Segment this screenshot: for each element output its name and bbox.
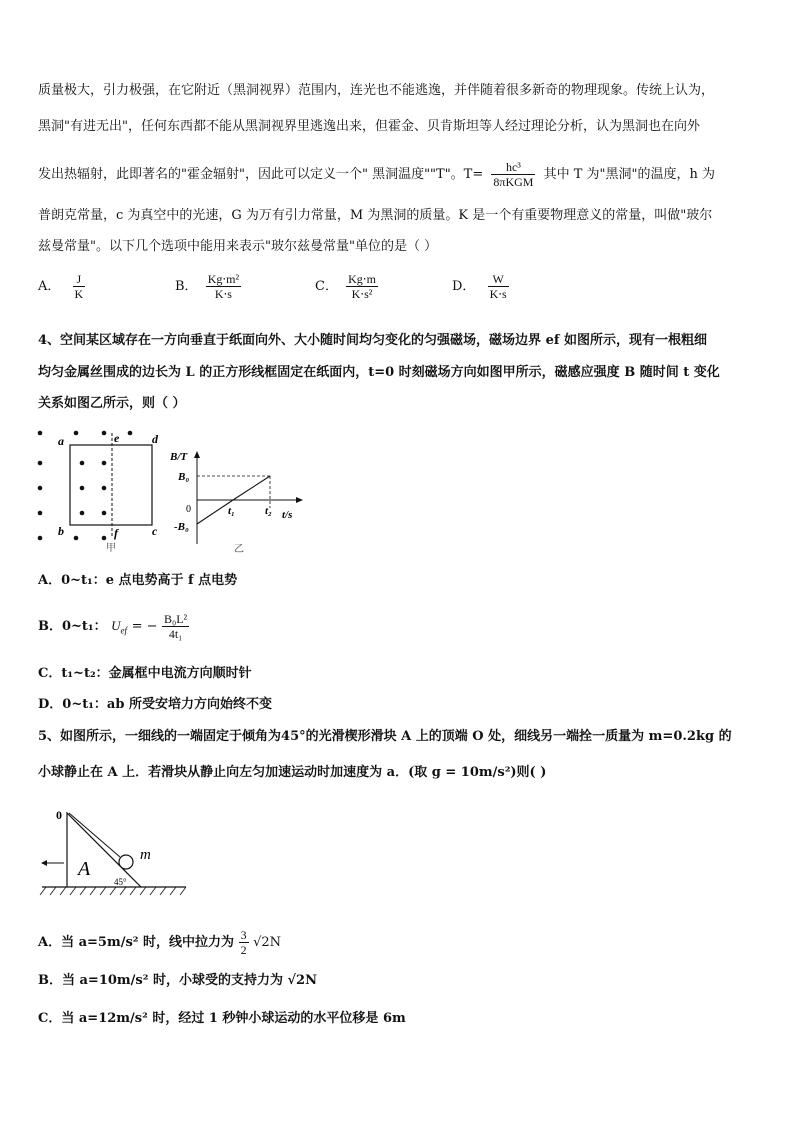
q4-option-b <box>38 608 189 649</box>
option-fraction <box>346 272 378 301</box>
label-d: d <box>152 432 158 446</box>
q5-line-1: 5、如图所示，一细线的一端固定于倾角为45°的光滑楔形滑块 A 上的顶端 O 处，细线另一端拴一质量为 m=0.2kg 的 <box>38 729 732 744</box>
u-subscript: ef <box>120 625 128 636</box>
magnetic-field-dots <box>38 431 133 541</box>
q3-line-3 <box>38 160 715 189</box>
label-f: f <box>114 526 118 540</box>
q3-option-d <box>452 272 509 301</box>
ground-hatch <box>40 887 186 895</box>
label-o: 0 <box>56 808 62 822</box>
numerator: B₀L² <box>164 612 188 626</box>
label-e: e <box>114 431 120 445</box>
label-b: b <box>58 524 64 538</box>
formula-denominator: 8πKGM <box>493 175 534 189</box>
ylabel: B/T <box>170 451 188 463</box>
label-a: a <box>58 434 64 448</box>
q3-line-3-start: 发出热辐射，此即著名的"霍金辐射"，因此可以定义一个" 黑洞温度""T"。T= <box>38 167 484 182</box>
label-b0: B₀ <box>178 471 190 483</box>
q5-option-a <box>38 928 281 957</box>
denominator: 2 <box>240 943 247 957</box>
q4-option-a: A．0~t₁：e 点电势高于 f 点电势 <box>38 573 238 588</box>
q3-line-4: 普朗克常量，c 为真空中的光速，G 为万有引力常量，M 为黑洞的质量。K 是一个有重要物理意义的常量，叫做"玻尔 <box>38 208 713 223</box>
acceleration-arrowhead <box>41 860 47 866</box>
label-angle: 45° <box>114 877 127 887</box>
option-label: B． <box>175 279 198 294</box>
option-fraction <box>73 272 86 301</box>
denominator: K⋅s <box>489 287 507 301</box>
black-hole-temperature-formula <box>491 160 535 189</box>
q4-line-3: 关系如图乙所示，则（ ） <box>38 396 186 411</box>
denominator: K <box>74 287 84 301</box>
caption-jia: 甲 <box>106 543 116 554</box>
option-label: D． <box>452 279 476 294</box>
label-t2: t₂ <box>265 505 272 517</box>
b-t-line-2 <box>233 476 270 500</box>
numerator: Kg⋅m² <box>207 272 240 286</box>
caption-yi: 乙 <box>234 544 244 555</box>
xlabel: t/s <box>282 509 293 521</box>
option-a-fraction <box>239 928 249 957</box>
denominator: K⋅s² <box>351 287 373 301</box>
label-neg-b0: -B₀ <box>174 521 189 533</box>
numerator: J <box>73 272 86 287</box>
figure-wedge <box>36 805 196 900</box>
y-axis-arrow <box>194 451 200 458</box>
q4-option-d: D．0~t₁：ab 所受安培力方向始终不变 <box>38 697 272 712</box>
numerator: W <box>488 272 509 287</box>
q3-option-a <box>38 272 85 301</box>
label-a-wedge: A <box>78 858 91 880</box>
figure-yi <box>170 448 310 558</box>
option-b-prefix: B．0~t₁： <box>38 619 107 634</box>
option-a-text: A．当 a=5m/s² 时，线中拉力为 <box>38 935 235 950</box>
u-symbol: U <box>111 618 121 633</box>
numerator: 3 <box>240 928 247 942</box>
q4-option-c: C．t₁~t₂：金属框中电流方向顺时针 <box>38 666 252 681</box>
label-t1: t₁ <box>228 505 235 517</box>
equals-minus: = − <box>131 619 158 634</box>
figure-jia <box>34 425 184 555</box>
denominator: K⋅s <box>214 287 232 301</box>
option-fraction <box>488 272 509 301</box>
option-label: C． <box>315 279 338 294</box>
ball <box>119 855 133 869</box>
q4-line-1: 4、空间某区域存在一方向垂直于纸面向外、大小随时间均匀变化的匀强磁场，磁场边界 ef 如图所示，现有一根粗细 <box>38 333 707 348</box>
option-a-value: √2N <box>253 935 282 950</box>
q3-line-3-end: 其中 T 为"黑洞"的温度，h 为 <box>543 167 715 182</box>
q3-line-2: 黑洞"有进无出"，任何东西都不能从黑洞视界里逃逸出来，但霍金、贝肯斯坦等人经过理论分析，认为黑洞也在向外 <box>38 119 700 134</box>
label-m: m <box>140 847 151 863</box>
formula-numerator: hc³ <box>491 160 535 175</box>
q5-option-b: B．当 a=10m/s² 时，小球受的支持力为 √2N <box>38 973 317 988</box>
q3-line-5: 兹曼常量"。以下几个选项中能用来表示"玻尔兹曼常量"单位的是（ ） <box>38 239 438 254</box>
numerator: Kg⋅m <box>348 272 376 286</box>
label-c: c <box>152 524 158 538</box>
q3-line-1: 质量极大，引力极强，在它附近（黑洞视界）范围内，连光也不能逃逸，并伴随着很多新奇的物理现象。传统上认为， <box>38 83 715 98</box>
x-axis-arrow <box>296 497 303 503</box>
option-label: A． <box>38 279 61 294</box>
label-zero: 0 <box>186 504 191 515</box>
q3-option-b <box>175 272 241 301</box>
string <box>69 813 120 857</box>
option-b-fraction <box>162 612 189 641</box>
q5-option-c: C．当 a=12m/s² 时，经过 1 秒钟小球运动的水平位移是 6m <box>38 1011 406 1026</box>
q3-option-c <box>315 272 378 301</box>
option-fraction <box>206 272 241 301</box>
q4-line-2: 均匀金属丝围成的边长为 L 的正方形线框固定在纸面内，t=0 时刻磁场方向如图甲所示，磁感应强度 B 随时间 t 变化 <box>38 365 720 380</box>
denominator: 4t₁ <box>168 627 183 641</box>
q5-line-2: 小球静止在 A 上．若滑块从静止向左匀加速运动时加速度为 a．(取 g = 10m/s²)则( ) <box>38 765 547 780</box>
